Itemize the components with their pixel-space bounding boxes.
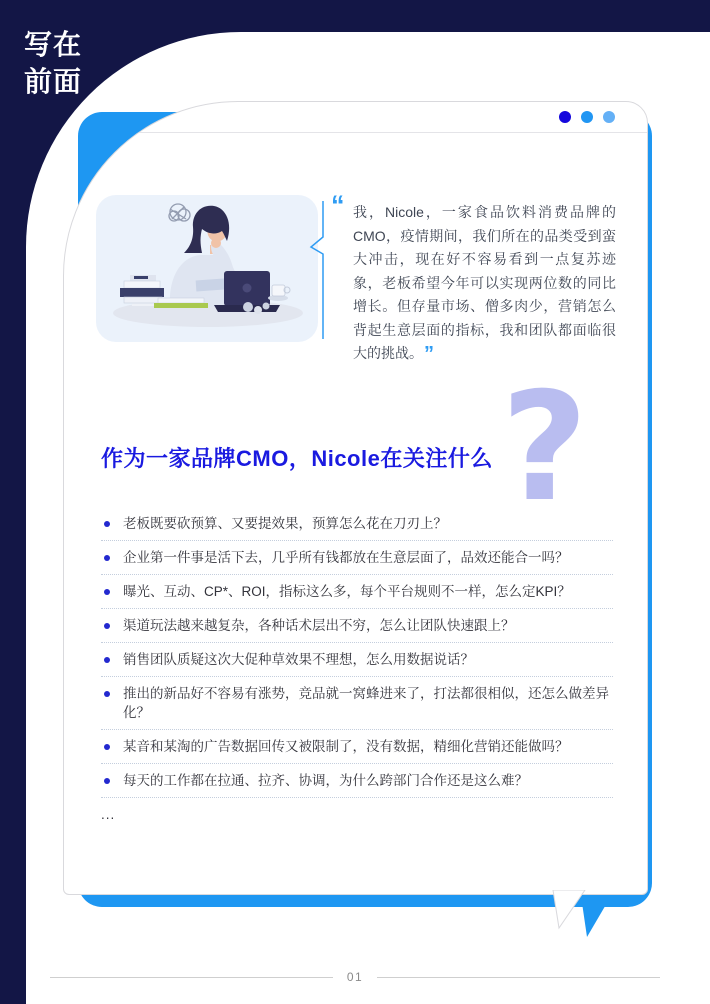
question-item — [101, 677, 613, 730]
question-text: 曝光、互动、CP*、ROI，指标这么多，每个平台规则不一样，怎么定KPI？ — [123, 584, 571, 599]
question-item — [101, 730, 613, 764]
bullet-dot-icon — [104, 744, 110, 750]
question-text: 企业第一件事是活下去，几乎所有钱都放在生意层面了，品效还能合一吗？ — [123, 550, 569, 565]
question-text: 每天的工作都在拉通、拉齐、协调，为什么跨部门合作还是这么难？ — [123, 773, 528, 788]
questions-ellipsis: ... — [101, 807, 116, 822]
page-footer — [50, 970, 660, 984]
window-dot-light-blue-icon — [603, 111, 615, 123]
bullet-dot-icon — [104, 691, 110, 697]
question-item — [101, 764, 613, 798]
question-item — [101, 609, 613, 643]
question-text: 渠道玩法越来越复杂，各种话术层出不穷，怎么让团队快速跟上？ — [123, 618, 515, 633]
quote-text — [353, 201, 616, 367]
bullet-dot-icon — [104, 589, 110, 595]
page-title-line1: 写在 — [24, 29, 83, 60]
stressed-woman-illustration — [96, 195, 318, 342]
page-title-line2: 前面 — [24, 66, 83, 97]
quote-body: 我，Nicole，一家食品饮料消费品牌的CMO，疫情期间，我们所在的品类受到蛮大冲击，现在好不容易看到一点复苏迹象，老板希望今年可以实现两位数的同比增长。但存量市场、僧多肉少，营销怎么背起生意层面的指标，我和团队都面临很大的挑战。 — [353, 204, 616, 361]
question-item — [101, 541, 613, 575]
bullet-dot-icon — [104, 778, 110, 784]
footer-line-right — [377, 977, 660, 978]
quote-bracket-line — [306, 197, 331, 343]
bullet-dot-icon — [104, 623, 110, 629]
browser-window — [63, 101, 648, 895]
question-mark-graphic: ? — [501, 361, 589, 535]
bullet-dot-icon — [104, 657, 110, 663]
window-dot-blue-icon — [581, 111, 593, 123]
window-dot-dark-blue-icon — [559, 111, 571, 123]
section-heading: 作为一家品牌CMO，Nicole在关注什么 — [101, 446, 493, 471]
page-number: 01 — [346, 970, 364, 984]
question-text: 推出的新品好不容易有涨势，竞品就一窝蜂进来了，打法都很相似，还怎么做差异化？ — [123, 686, 609, 720]
question-text: 某音和某淘的广告数据回传又被限制了，没有数据，精细化营销还能做吗？ — [123, 739, 569, 754]
speech-tail — [545, 890, 625, 945]
question-item — [101, 575, 613, 609]
page-title — [24, 26, 82, 100]
bullet-dot-icon — [104, 555, 110, 561]
question-item — [101, 643, 613, 677]
close-quote-mark: ” — [424, 343, 434, 365]
open-quote-mark: “ — [331, 190, 345, 220]
bullet-dot-icon — [104, 521, 110, 527]
window-titlebar — [64, 102, 647, 133]
questions-list — [101, 507, 613, 831]
question-text: 老板既要砍预算、又要提效果，预算怎么花在刀刃上？ — [123, 516, 447, 531]
quote-card — [96, 195, 318, 342]
question-text: 销售团队质疑这次大促种草效果不理想，怎么用数据说话？ — [123, 652, 474, 667]
question-item — [101, 507, 613, 541]
footer-line-left — [50, 977, 333, 978]
